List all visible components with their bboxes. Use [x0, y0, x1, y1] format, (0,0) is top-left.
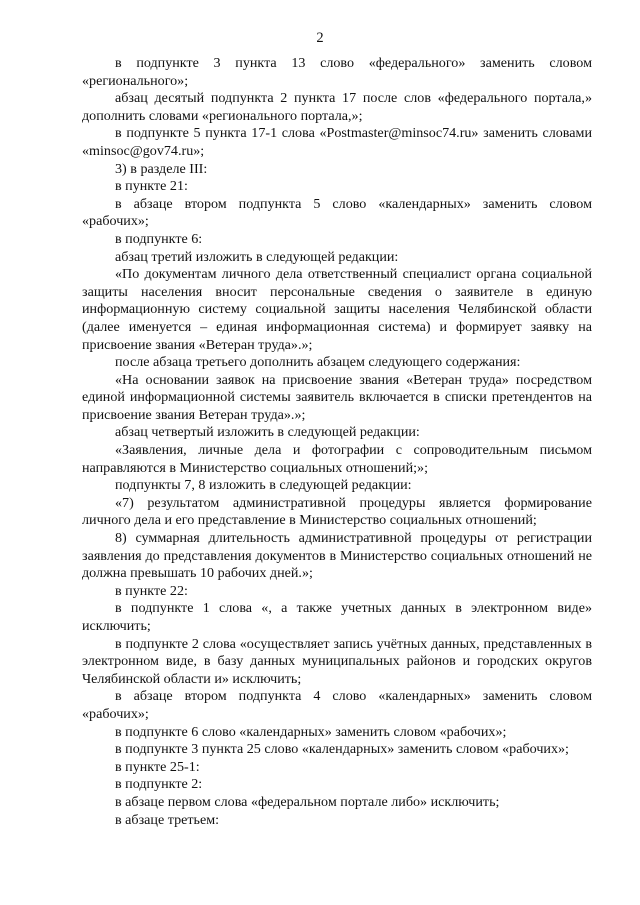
paragraph: «По документам личного дела ответственный специалист органа социальной защиты населения вносит персональные сведения о заявителе в единую информационную систему социальной защиты населения Челябинской области (далее именуется – единая информационная система) и формирует заявку на присвоение звания «Ветеран труда».»;	[82, 266, 592, 353]
paragraph: после абзаца третьего дополнить абзацем следующего содержания:	[115, 354, 521, 371]
paragraph: в подпункте 2 слова «осуществляет запись учётных данных, представленных в электронном виде, в базу данных муниципальных районов и городских округов Челябинской области и» исключить;	[82, 635, 592, 687]
paragraph: в подпункте 6:	[115, 230, 203, 247]
paragraph: в абзаце третьем:	[115, 811, 220, 828]
document-body	[82, 55, 592, 829]
paragraph: абзац четвертый изложить в следующей редакции:	[115, 424, 420, 441]
paragraph: 3) в разделе III:	[115, 160, 208, 177]
paragraph: в подпункте 6 слово «календарных» заменить словом «рабочих»;	[115, 723, 507, 740]
paragraph: в абзаце первом слова «федеральном портале либо» исключить;	[115, 793, 500, 810]
paragraph: в подпункте 2:	[115, 776, 203, 793]
paragraph: «На основании заявок на присвоение звания «Ветеран труда» посредством единой информационной системы заявитель включается в списки претендентов на присвоение звания Ветеран труда».»;	[82, 371, 592, 423]
paragraph: в абзаце втором подпункта 5 слово «календарных» заменить словом «рабочих»;	[82, 195, 592, 230]
paragraph: в подпункте 5 пункта 17-1 слова «Postmaster@minsoc74.ru» заменить словами «minsoc@gov74.ru»;	[82, 125, 592, 159]
paragraph: «Заявления, личные дела и фотографии с сопроводительным письмом направляются в Министерство социальных отношений;»;	[82, 442, 592, 476]
paragraph: в подпункте 3 пункта 13 слово «федерального» заменить словом «регионального»;	[82, 55, 592, 89]
paragraph: в подпункте 1 слова «, а также учетных данных в электронном виде» исключить;	[82, 600, 592, 634]
paragraph: абзац десятый подпункта 2 пункта 17 после слов «федерального портала,» дополнить словами «регионального портала,»;	[82, 90, 592, 124]
paragraph: в пункте 21:	[115, 178, 188, 195]
paragraph: 8) суммарная длительность административной процедуры от регистрации заявления до представления документов в Министерство социальных отношений не должна превышать 10 рабочих дней.»;	[82, 530, 592, 582]
paragraph: «7) результатом административной процедуры является формирование личного дела и его представление в Министерство социальных отношений;	[82, 494, 592, 529]
paragraph: в абзаце втором подпункта 4 слово «календарных» заменить словом «рабочих»;	[82, 688, 592, 722]
paragraph: в пункте 25-1:	[115, 758, 200, 775]
page-number: 2	[316, 30, 324, 46]
paragraph: подпункты 7, 8 изложить в следующей редакции:	[115, 477, 412, 494]
paragraph: в пункте 22:	[115, 582, 188, 599]
paragraph: абзац третий изложить в следующей редакции:	[115, 248, 399, 265]
paragraph: в подпункте 3 пункта 25 слово «календарных» заменить словом «рабочих»;	[115, 741, 569, 758]
